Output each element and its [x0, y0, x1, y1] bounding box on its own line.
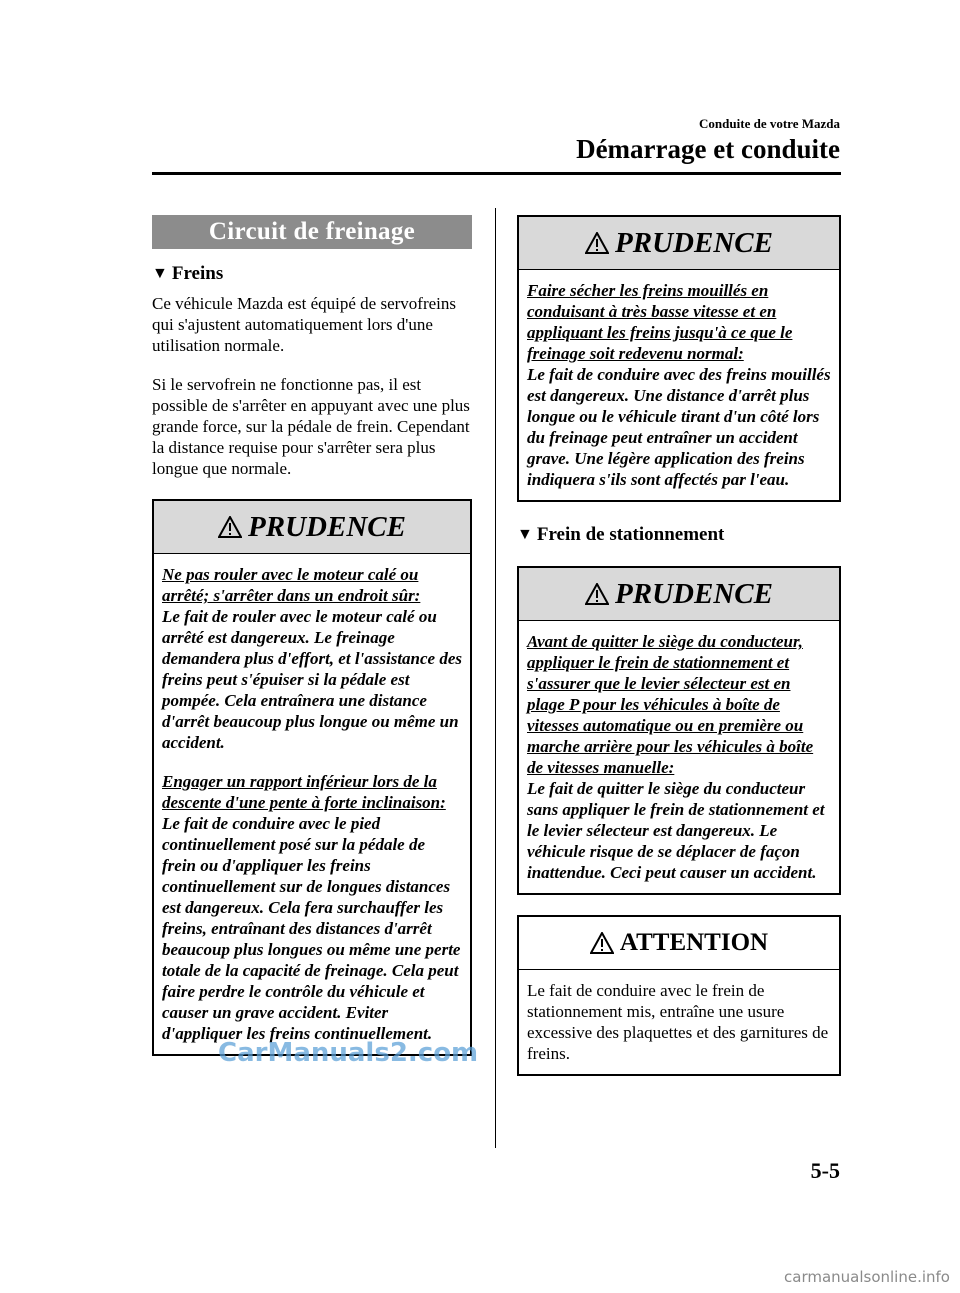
section-title: Circuit de freinage [152, 215, 472, 249]
caution-instruction: Faire sécher les freins mouillés en conduisant à très basse vitesse et en appliquant les freins jusqu'à ce que le freinage soit redevenu normal: [527, 281, 793, 363]
chapter-subtitle: Conduite de votre Mazda [699, 116, 840, 131]
warning-triangle-icon [585, 583, 609, 605]
caution-explanation: Le fait de quitter le siège du conducteur sans appliquer le frein de stationnement et le levier sélecteur est dangereux. Le véhicule risque de se déplacer de façon inattendue. Ceci peut causer un accident. [527, 779, 825, 882]
body-paragraph: Ce véhicule Mazda est équipé de servofreins qui s'ajustent automatiquement lors d'une utilisation normale. [152, 294, 456, 355]
caution-body [154, 554, 470, 1054]
caution-box [517, 215, 841, 502]
caution-body [519, 270, 839, 500]
caution-paragraph [527, 280, 831, 490]
attention-text: Le fait de conduire avec le frein de stationnement mis, entraîne une usure excessive des plaquettes et des garnitures de freins. [527, 981, 829, 1063]
warning-triangle-icon [590, 932, 614, 954]
caution-instruction: Engager un rapport inférieur lors de la descente d'une pente à forte inclinaison: [162, 772, 446, 812]
header-rule [152, 172, 841, 175]
caution-instruction: Avant de quitter le siège du conducteur, appliquer le frein de stationnement et s'assurer que le levier sélecteur est en plage P pour les véhicules à boîte de vitesses automatique ou en première ou marche arrière pour les véhicules à boîte de vitesses manuelle: [527, 632, 814, 777]
caution-header [519, 217, 839, 270]
warning-triangle-icon [218, 516, 242, 538]
footer-link[interactable]: carmanualsonline.info [784, 1268, 950, 1286]
caution-heading: PRUDENCE [615, 577, 773, 610]
attention-heading: ATTENTION [619, 929, 769, 956]
subheading-freins [152, 263, 472, 285]
column-divider [495, 208, 496, 1148]
caution-heading: PRUDENCE [248, 510, 406, 543]
caution-paragraph [527, 631, 831, 883]
page-number: 5-5 [810, 1158, 840, 1183]
attention-body [519, 970, 839, 1074]
caution-paragraph [162, 771, 462, 1044]
warning-triangle-icon [585, 232, 609, 254]
right-column [517, 215, 841, 1076]
subheading-label: Frein de stationnement [536, 524, 725, 545]
body-paragraph: Si le servofrein ne fonctionne pas, il est possible de s'arrêter en appuyant avec une plus grande force, sur la pédale de frein. Cependant la distance requise pour s'arrêter sera plus longue que normale. [152, 375, 470, 478]
caution-explanation: Le fait de conduire avec le pied continuellement posé sur la pédale de frein ou d'appliquer les freins continuellement sur de longues distances est dangereux. Cela fera surchauffer les freins, entraînant des distances d'arrêt beaucoup plus longues ou même une perte totale de la capacité de freinage. Cela peut faire perdre le contrôle du véhicule et causer un grave accident. Eviter d'appliquer les freins continuellement. [162, 814, 461, 1043]
caution-body [519, 621, 839, 893]
caution-box [517, 566, 841, 895]
watermark: CarManuals2.com [218, 1038, 479, 1068]
attention-box [517, 915, 841, 1076]
caution-explanation: Le fait de conduire avec des freins mouillés est dangereux. Une distance d'arrêt plus longue ou le véhicule tirant d'un côté lors du freinage peut entraîner un accident grave. Une légère application des freins indiquera s'ils sont affectés par l'eau. [527, 365, 831, 489]
caution-heading: PRUDENCE [615, 226, 773, 259]
attention-header [519, 917, 839, 970]
caution-instruction: Ne pas rouler avec le moteur calé ou arrêté; s'arrêter dans un endroit sûr: [162, 565, 421, 605]
triangle-bullet-icon: ▼ [517, 526, 533, 543]
chapter-title: Démarrage et conduite [576, 134, 840, 164]
caution-box [152, 499, 472, 1056]
subheading-frein-stationnement [517, 524, 841, 546]
triangle-bullet-icon: ▼ [152, 265, 168, 282]
caution-header [519, 568, 839, 621]
caution-paragraph [162, 564, 462, 753]
caution-header [154, 501, 470, 554]
left-column [152, 215, 472, 1056]
subheading-label: Freins [171, 263, 224, 284]
caution-explanation: Le fait de rouler avec le moteur calé ou arrêté est dangereux. Le freinage demandera plus d'effort, et l'assistance des freins peut s'épuiser si la pédale est pompée. Cela entraînera une distance d'arrêt beaucoup plus longue ou même un accident. [162, 607, 463, 752]
